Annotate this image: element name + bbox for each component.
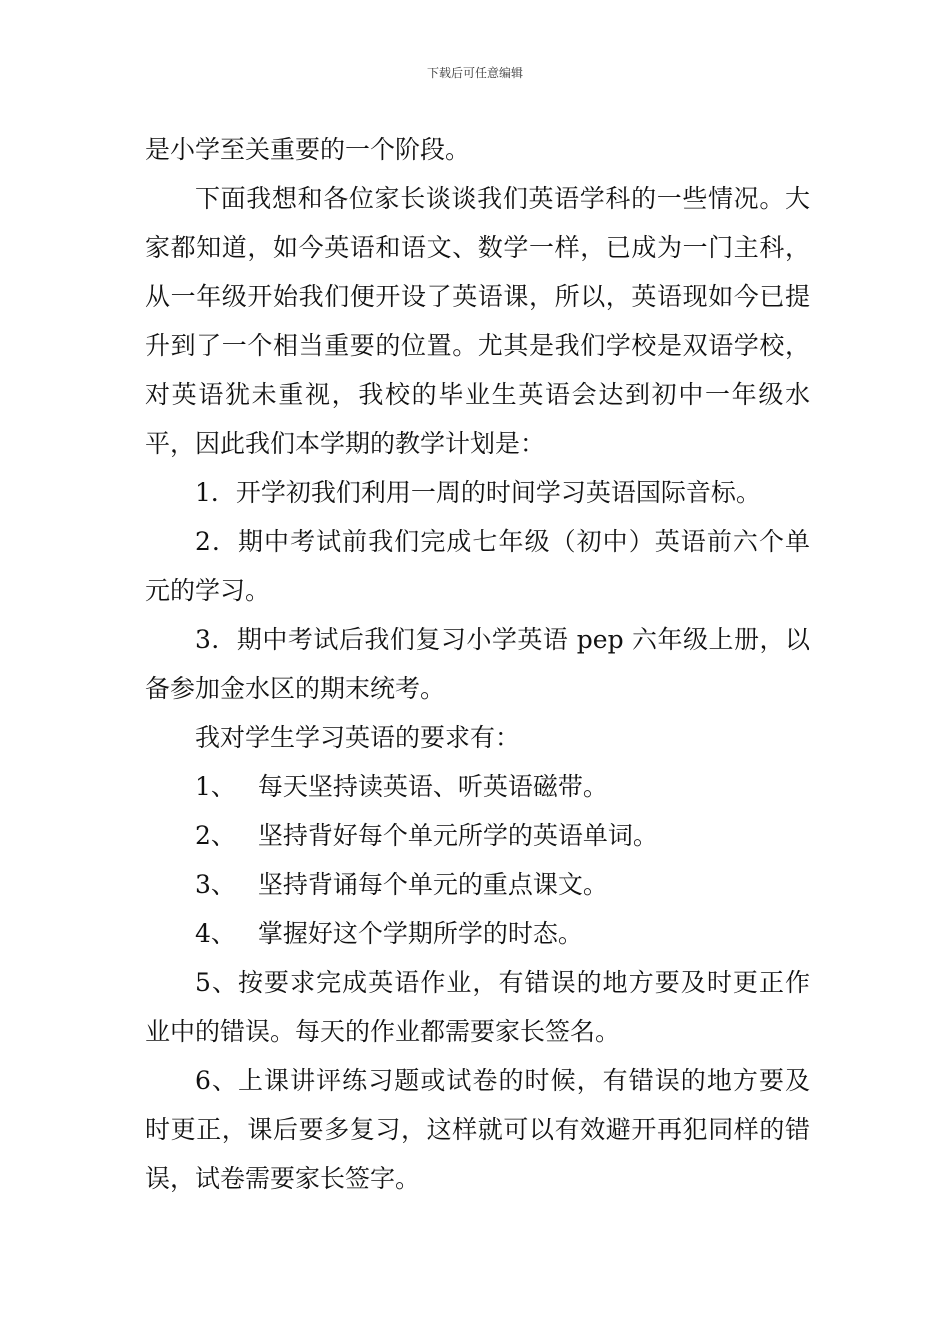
requirement-item-5: 5、按要求完成英语作业，有错误的地方要及时更正作业中的错误。每天的作业都需要家长签名。 xyxy=(145,968,810,1046)
requirement-item-2 xyxy=(145,811,810,860)
requirement-item-6: 6、上课讲评练习题或试卷的时候，有错误的地方要及时更正，课后要多复习，这样就可以有效避开再犯同样的错误，试卷需要家长签字。 xyxy=(145,1066,810,1193)
requirement-number: 2、 xyxy=(195,821,236,850)
plan-item-3: 3．期中考试后我们复习小学英语 pep 六年级上册，以备参加金水区的期末统考。 xyxy=(145,625,810,703)
requirement-text: 坚持背诵每个单元的重点课文。 xyxy=(257,870,608,899)
requirement-number: 1、 xyxy=(195,772,236,801)
requirement-text: 掌握好这个学期所学的时态。 xyxy=(257,919,583,948)
requirements-heading: 我对学生学习英语的要求有： xyxy=(195,723,521,752)
requirement-text: 坚持背好每个单元所学的英语单词。 xyxy=(257,821,658,850)
plan-item-2: 2．期中考试前我们完成七年级（初中）英语前六个单元的学习。 xyxy=(145,527,810,605)
paragraph-continuation: 是小学至关重要的一个阶段。 xyxy=(145,135,471,164)
paragraph-intro: 下面我想和各位家长谈谈我们英语学科的一些情况。大家都知道，如今英语和语文、数学一样，已成为一门主科，从一年级开始我们便开设了英语课，所以，英语现如今已提升到了一个相当重要的位置。尤其是我们学校是双语学校，对英语犹未重视，我校的毕业生英语会达到初中一年级水平，因此我们本学期的教学计划是： xyxy=(145,184,810,458)
requirement-number: 4、 xyxy=(195,919,236,948)
requirement-number: 3、 xyxy=(195,870,236,899)
page-header-note: 下载后可任意编辑 xyxy=(426,66,523,80)
requirement-item-3 xyxy=(145,860,810,909)
requirement-item-4 xyxy=(145,909,810,958)
requirement-text: 每天坚持读英语、听英语磁带。 xyxy=(257,772,608,801)
plan-item-1: 1．开学初我们利用一周的时间学习英语国际音标。 xyxy=(195,478,761,507)
document-body xyxy=(145,125,810,1203)
requirement-item-1 xyxy=(145,762,810,811)
